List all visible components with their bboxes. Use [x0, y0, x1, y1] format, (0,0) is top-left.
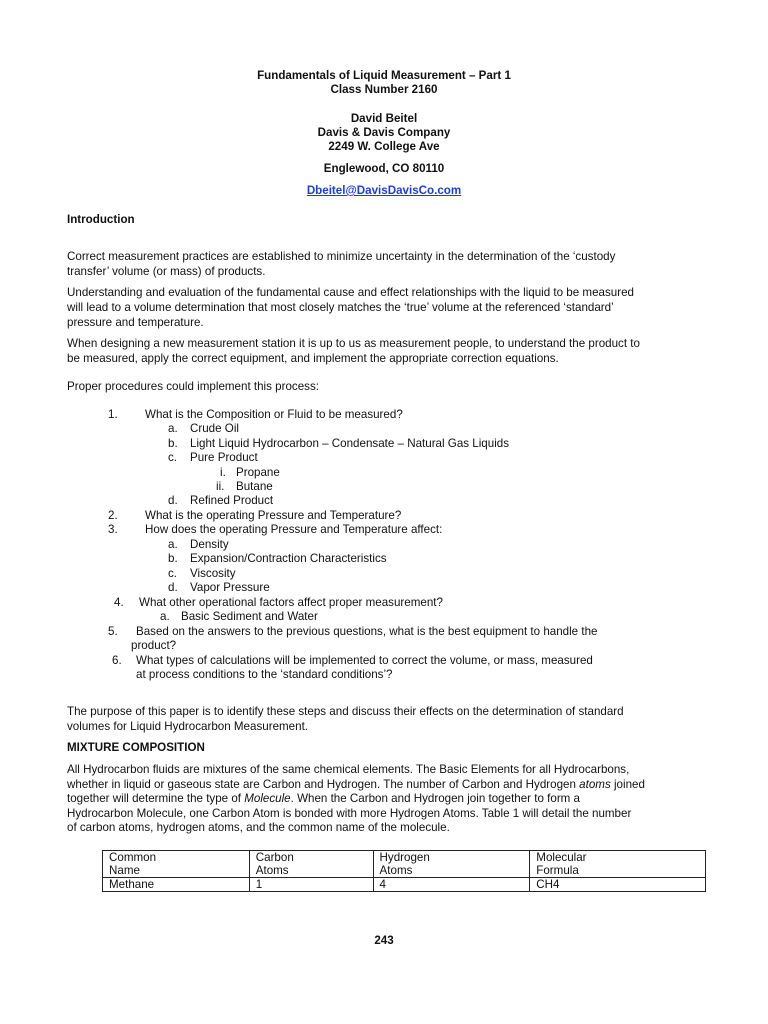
email-link[interactable]: Dbeitel@DavisDavisCo.com — [306, 184, 462, 197]
list-marker: b. — [168, 552, 178, 565]
introduction-heading: Introduction — [67, 213, 135, 226]
purpose-paragraph — [67, 704, 707, 734]
list-item: What types of calculations will be implemented to correct the volume, or mass, measured — [136, 654, 593, 667]
list-item: What is the operating Pressure and Temperature? — [145, 509, 402, 522]
intro-paragraph-4 — [67, 379, 707, 394]
list-number: 5. — [108, 625, 118, 638]
list-marker: ii. — [216, 480, 225, 493]
list-marker: i. — [220, 466, 226, 479]
list-subitem: Propane — [236, 466, 280, 479]
city-address: Englewood, CO 80110 — [323, 162, 445, 175]
list-item: Based on the answers to the previous questions, what is the best equipment to handle the — [136, 625, 598, 638]
table-cell: 1 — [249, 878, 373, 892]
list-item: How does the operating Pressure and Temperature affect: — [145, 523, 443, 536]
text-line — [67, 792, 707, 807]
table-header-cell: Molecular Formula — [530, 851, 706, 878]
list-subitem: Viscosity — [190, 567, 236, 580]
text-line: Proper procedures could implement this process: — [67, 380, 319, 393]
text-line: be measured, apply the correct equipment, and implement the appropriate correction equations. — [67, 352, 559, 365]
list-subitem: Pure Product — [190, 451, 258, 464]
list-marker: d. — [168, 581, 178, 594]
list-subitem: Expansion/Contraction Characteristics — [190, 552, 387, 565]
text-line: will lead to a volume determination that most closely matches the ‘true’ volume at the referenced ‘standard’ — [67, 301, 614, 314]
table-cell: Methane — [103, 878, 250, 892]
mixture-composition-heading: MIXTURE COMPOSITION — [67, 741, 205, 754]
list-number: 2. — [108, 509, 118, 522]
text-run: . When the Carbon and Hydrogen join together to form a — [290, 792, 581, 805]
table-header-cell: Carbon Atoms — [249, 851, 373, 878]
list-number: 6. — [112, 654, 122, 667]
street-address: 2249 W. College Ave — [328, 140, 440, 153]
list-marker: a. — [168, 538, 178, 551]
class-number: Class Number 2160 — [330, 83, 438, 96]
text-line: When designing a new measurement station it is up to us as measurement people, to understand the product to — [67, 337, 640, 350]
table-row — [103, 878, 706, 892]
intro-paragraph-2 — [67, 285, 707, 330]
table-cell: 4 — [373, 878, 530, 892]
list-subitem: Light Liquid Hydrocarbon – Condensate – Natural Gas Liquids — [190, 437, 510, 450]
text-line: of carbon atoms, hydrogen atoms, and the common name of the molecule. — [67, 821, 450, 834]
page-number: 243 — [374, 934, 394, 947]
list-marker: a. — [168, 422, 178, 435]
emphasis-molecule: Molecule — [244, 792, 291, 805]
intro-paragraph-3 — [67, 336, 707, 366]
text-run: joined — [610, 777, 645, 791]
text-line: The purpose of this paper is to identify these steps and discuss their effects on the determination of standard — [67, 705, 624, 718]
text-run: together will determine the type of — [67, 792, 245, 805]
list-number: 1. — [108, 408, 118, 421]
list-number: 3. — [108, 523, 118, 536]
table-header-cell: Common Name — [103, 851, 250, 878]
list-number: 4. — [114, 596, 124, 609]
text-line: All Hydrocarbon fluids are mixtures of the same chemical elements. The Basic Elements for all Hydrocarbons, — [67, 763, 630, 776]
author-name: David Beitel — [350, 112, 418, 125]
list-item-continuation: product? — [131, 639, 177, 652]
mixture-paragraph — [67, 763, 707, 836]
list-item: What is the Composition or Fluid to be measured? — [145, 408, 403, 421]
list-item-continuation: at process conditions to the ‘standard conditions’? — [136, 668, 393, 681]
list-marker: b. — [168, 437, 178, 450]
list-subitem: Refined Product — [190, 494, 274, 507]
list-subitem: Vapor Pressure — [190, 581, 270, 594]
text-run: whether in liquid or gaseous state are Carbon and Hydrogen. The number of Carbon and Hydrogen — [67, 777, 580, 791]
intro-paragraph-1 — [67, 249, 707, 279]
list-item: What other operational factors affect proper measurement? — [139, 596, 443, 609]
emphasis-atoms: atoms — [579, 777, 611, 791]
text-line: pressure and temperature. — [67, 316, 204, 329]
text-line — [67, 778, 707, 793]
text-line: Correct measurement practices are established to minimize uncertainty in the determination of the ‘custody — [67, 250, 616, 263]
table-cell: CH4 — [530, 878, 706, 892]
company-name: Davis & Davis Company — [317, 126, 451, 139]
text-line: Understanding and evaluation of the fundamental cause and effect relationships with the liquid to be measured — [67, 286, 634, 299]
text-line: transfer’ volume (or mass) of products. — [67, 265, 266, 278]
title-line-1: Fundamentals of Liquid Measurement – Part 1 — [257, 69, 511, 82]
table-header-row — [103, 851, 706, 878]
list-marker: a. — [160, 610, 170, 623]
list-subitem: Basic Sediment and Water — [181, 610, 318, 623]
list-subitem: Crude Oil — [190, 422, 239, 435]
hydrocarbon-table — [102, 850, 706, 892]
list-marker: c. — [168, 567, 178, 580]
list-marker: d. — [168, 494, 178, 507]
text-line: Hydrocarbon Molecule, one Carbon Atom is bonded with more Hydrogen Atoms. Table 1 will detail the number — [67, 806, 632, 820]
table-header-cell: Hydrogen Atoms — [373, 851, 530, 878]
list-subitem: Density — [190, 538, 229, 551]
text-line: volumes for Liquid Hydrocarbon Measurement. — [67, 720, 309, 733]
list-subitem: Butane — [236, 480, 273, 493]
list-marker: c. — [168, 451, 178, 464]
